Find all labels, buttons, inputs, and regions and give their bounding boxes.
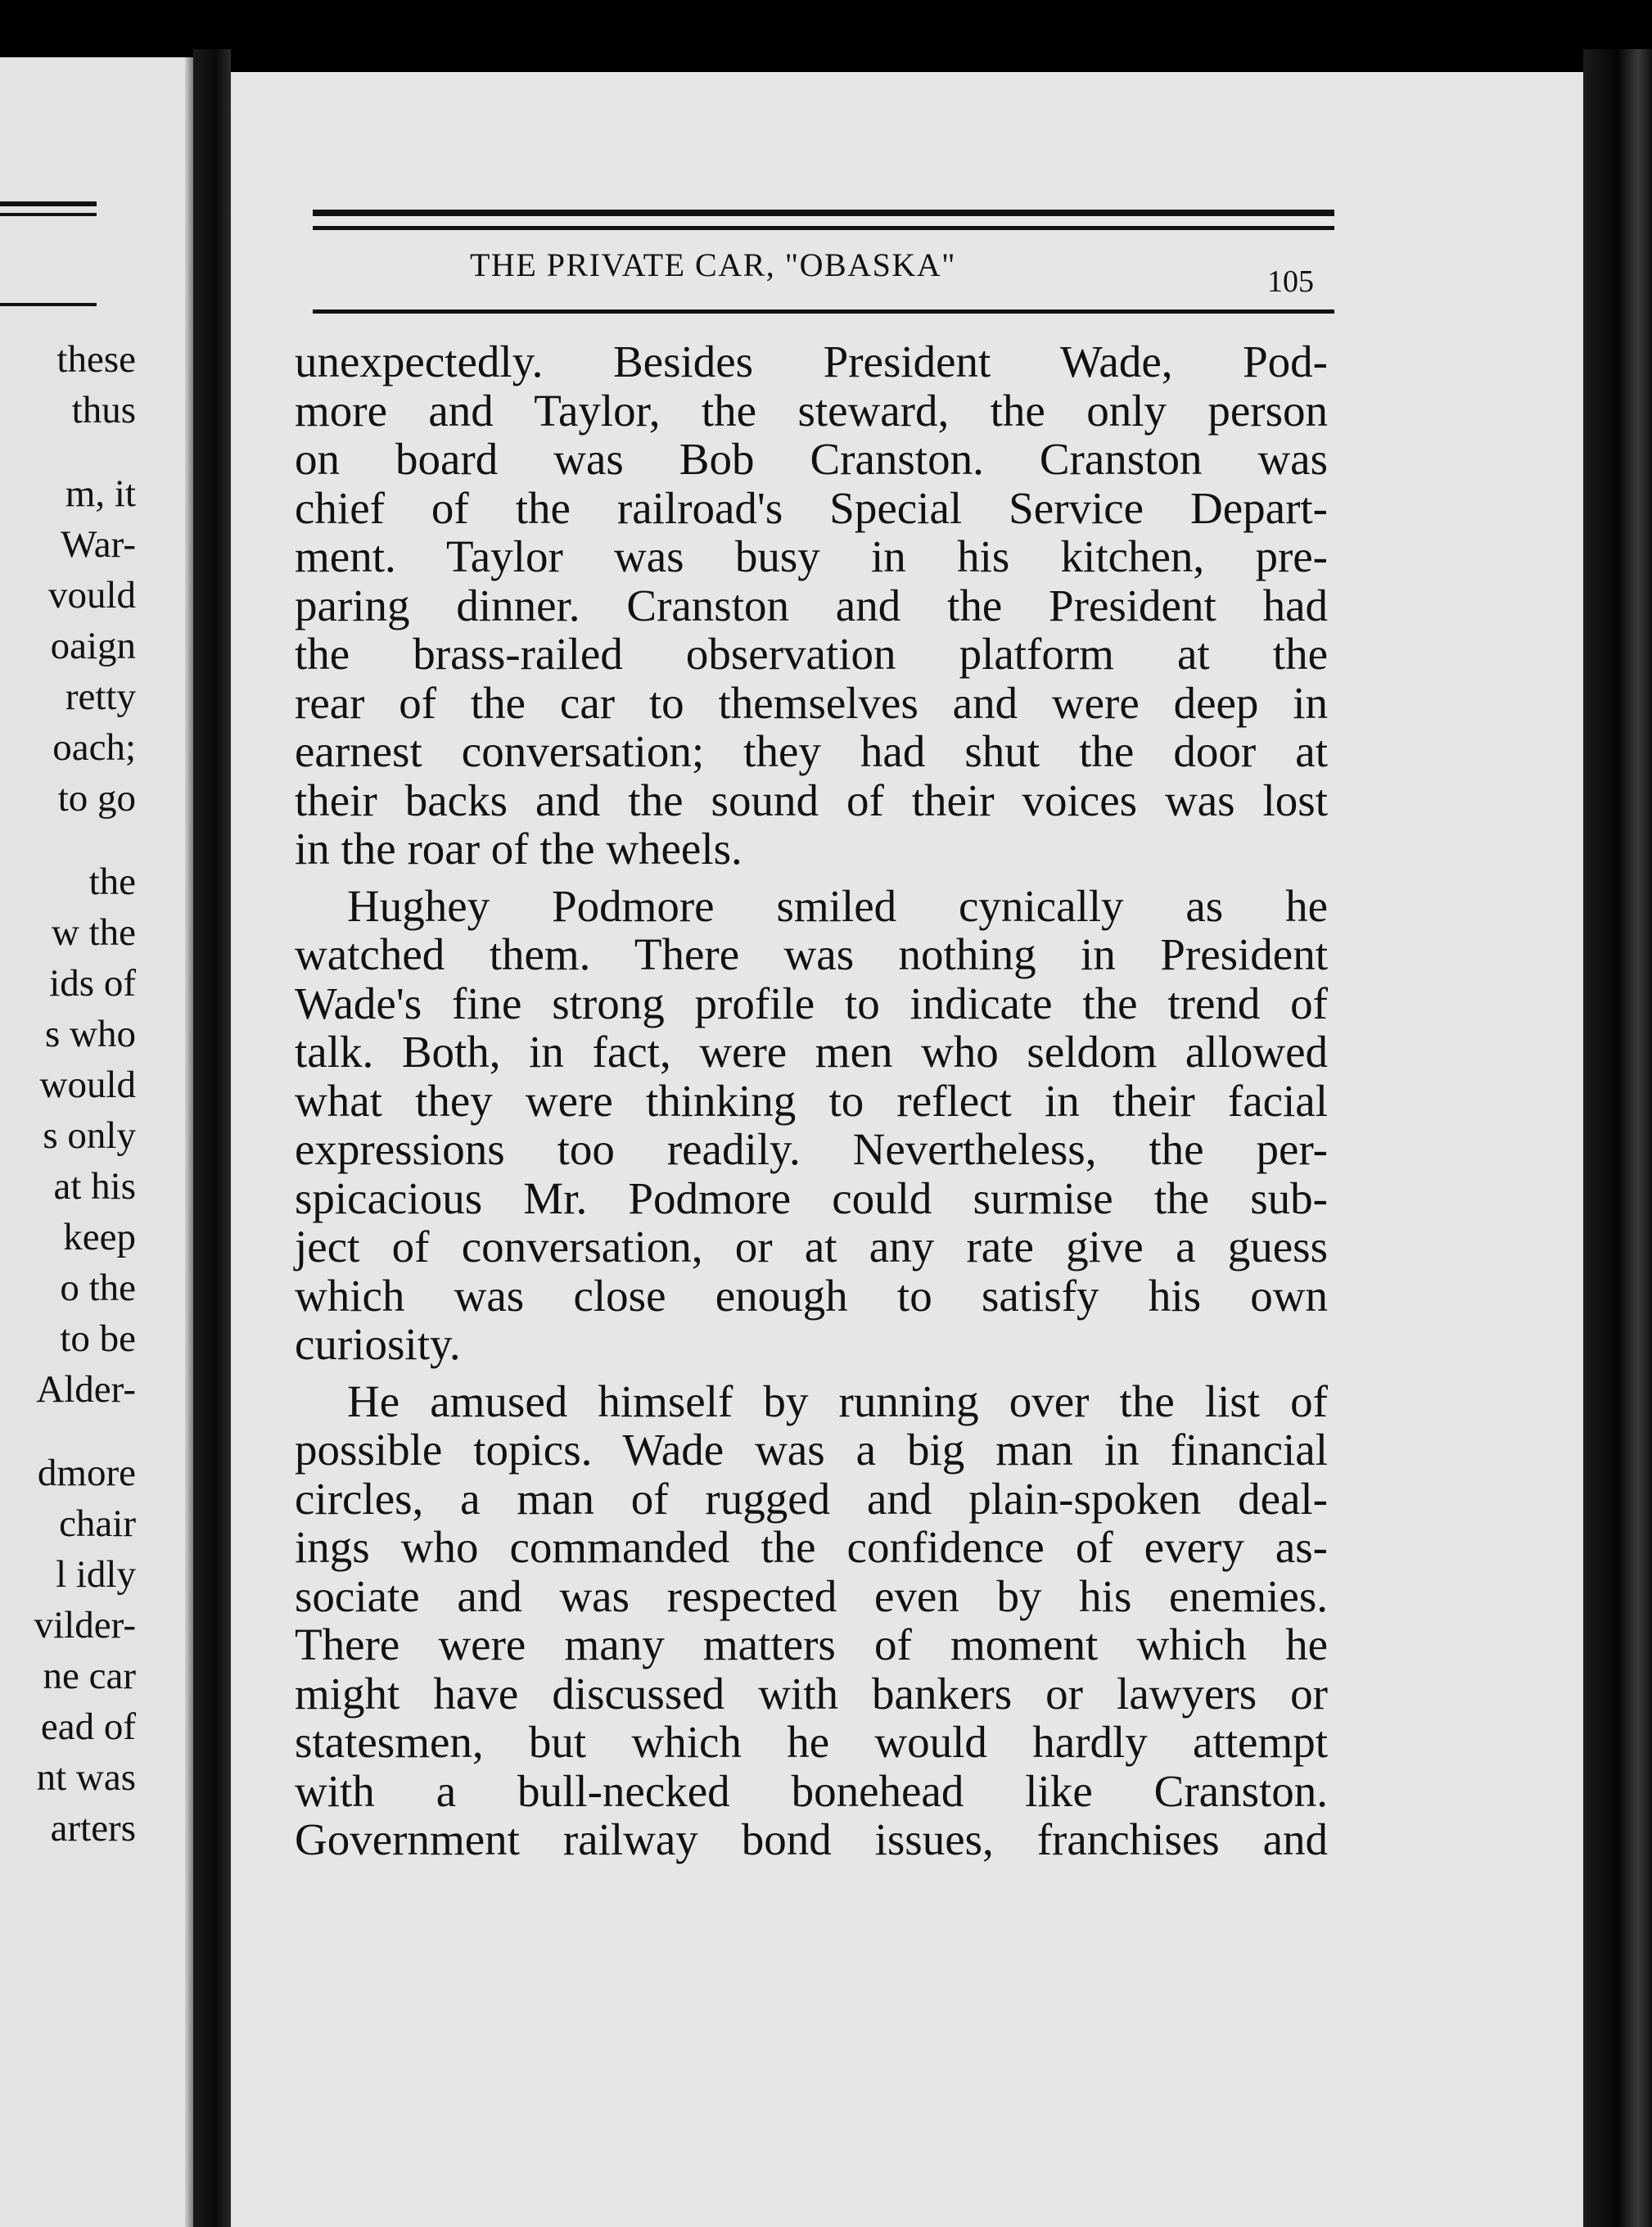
left-page-line: War-: [61, 523, 136, 566]
left-page-line: m, it: [65, 472, 136, 515]
left-page-rule: [0, 303, 97, 306]
left-page-line: s who: [45, 1013, 136, 1055]
running-head: THE PRIVATE CAR, "OBASKA": [470, 246, 956, 283]
left-page-line: vould: [47, 574, 136, 617]
text-line: sociate and was respected even by his enemies.: [295, 1570, 1328, 1621]
text-line: the brass-railed observation platform at the: [295, 629, 1328, 679]
text-line: There were many matters of moment which he: [295, 1619, 1328, 1669]
left-page-line: vilder-: [34, 1604, 136, 1647]
text-line: unexpectedly. Besides President Wade, Pod-: [295, 337, 1328, 386]
left-facing-page: [0, 57, 193, 2227]
text-line: statesmen, but which he would hardly attempt: [295, 1717, 1328, 1767]
text-line: more and Taylor, the steward, the only person: [295, 385, 1328, 436]
text-line: watched them. There was nothing in President: [295, 929, 1328, 979]
text-line: curiosity.: [295, 1319, 461, 1369]
left-page-rule: [0, 201, 97, 206]
left-page-line: [34, 436, 136, 468]
left-page-line: ids of: [49, 962, 136, 1005]
left-page-line: ne car: [43, 1655, 136, 1697]
text-line: rear of the car to themselves and were deep in: [295, 677, 1328, 728]
text-line: ings who commanded the confidence of every as-: [295, 1522, 1328, 1572]
left-page-rule: [0, 213, 97, 216]
left-page-line: s only: [43, 1114, 136, 1157]
text-line: Wade's fine strong profile to indicate the trend of: [295, 978, 1328, 1028]
text-line: circles, a man of rugged and plain-spoken deal-: [295, 1473, 1328, 1524]
left-page-line: Alder-: [36, 1368, 136, 1411]
left-page-line: at his: [53, 1165, 136, 1208]
text-line: what they were thinking to reflect in their facial: [295, 1075, 1328, 1126]
text-line: their backs and the sound of their voices was lost: [295, 775, 1328, 825]
text-line: Hughey Podmore smiled cynically as he: [347, 880, 1328, 931]
left-page-line: ead of: [40, 1705, 136, 1748]
left-page-line: retty: [65, 675, 136, 718]
paragraph: [295, 337, 1328, 874]
text-line: He amused himself by running over the list of: [347, 1376, 1328, 1426]
header-rule-thick: [313, 210, 1334, 216]
text-line: paring dinner. Cranston and the President had: [295, 580, 1328, 630]
text-line: earnest conversation; they had shut the door at: [295, 726, 1328, 776]
book-gutter: [193, 49, 231, 2227]
left-page-line: arters: [50, 1807, 136, 1850]
left-page-line: o the: [60, 1267, 136, 1309]
text-line: in the roar of the wheels.: [295, 824, 742, 874]
left-page-line: thus: [71, 389, 136, 431]
left-page-line: the: [88, 861, 136, 903]
text-line: spicacious Mr. Podmore could surmise the sub-: [295, 1172, 1328, 1223]
left-page-line: dmore: [37, 1452, 136, 1494]
text-line: chief of the railroad's Special Service Depart-: [295, 482, 1328, 533]
paragraph: [295, 882, 1328, 1369]
paragraph: [295, 1377, 1328, 1864]
text-line: which was close enough to satisfy his own: [295, 1270, 1328, 1321]
text-line: possible topics. Wade was a big man in financial: [295, 1425, 1328, 1475]
text-line: might have discussed with bankers or lawyers or: [295, 1668, 1328, 1719]
left-page-line: to be: [60, 1317, 136, 1360]
left-page-line: oach;: [52, 726, 136, 769]
left-page-line: [34, 1415, 136, 1448]
left-page-line: would: [39, 1064, 136, 1106]
left-page-line: chair: [59, 1502, 136, 1545]
left-page-line: these: [56, 338, 136, 381]
text-line: ment. Taylor was busy in his kitchen, pre-: [295, 531, 1328, 581]
page-number: 105: [1267, 264, 1314, 299]
header-rule-bottom: [313, 309, 1334, 314]
body-text: [295, 337, 1328, 1872]
book-edge: [1583, 49, 1652, 2227]
left-page-line: keep: [63, 1216, 136, 1258]
left-page-text: [34, 334, 136, 1854]
left-page-line: oaign: [50, 625, 136, 667]
text-line: on board was Bob Cranston. Cranston was: [295, 434, 1328, 484]
left-page-line: nt was: [36, 1756, 136, 1799]
left-page-line: to go: [57, 777, 136, 820]
text-line: expressions too readily. Nevertheless, the per-: [295, 1124, 1328, 1174]
left-page-line: [34, 824, 136, 856]
left-page-line: l idly: [56, 1553, 136, 1596]
text-line: with a bull-necked bonehead like Cranston.: [295, 1765, 1328, 1816]
text-line: talk. Both, in fact, were men who seldom allowed: [295, 1027, 1328, 1077]
text-line: Government railway bond issues, franchises and: [295, 1814, 1328, 1864]
header-rule-thin: [313, 226, 1334, 230]
left-page-line: w the: [51, 911, 136, 954]
text-line: ject of conversation, or at any rate give a guess: [295, 1222, 1328, 1272]
